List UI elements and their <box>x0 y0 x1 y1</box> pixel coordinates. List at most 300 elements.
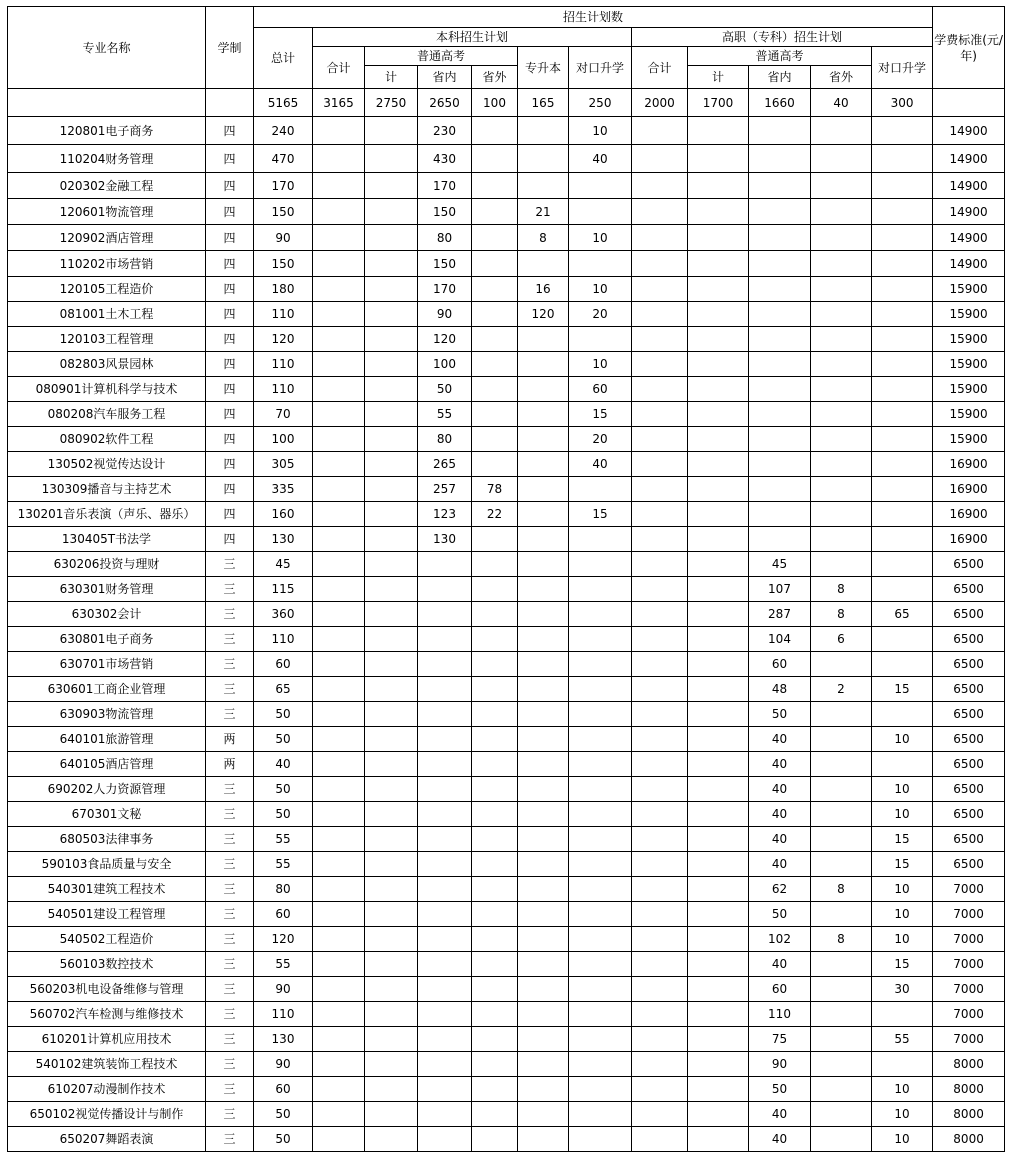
total-cell: 110 <box>254 1002 313 1027</box>
vc-subtotal-cell <box>632 577 688 602</box>
total-cell: 90 <box>254 225 313 251</box>
vc-subtotal-cell <box>632 827 688 852</box>
ug-ji-cell <box>365 1002 418 1027</box>
vc-out-province-cell <box>811 852 872 877</box>
upgrade-cell <box>518 427 569 452</box>
ug-ji-cell <box>365 199 418 225</box>
vc-in-province-cell: 40 <box>749 777 811 802</box>
ug-in-province-cell: 170 <box>418 173 472 199</box>
ug-ji-cell <box>365 952 418 977</box>
ug-ji-cell <box>365 777 418 802</box>
vc-duikou-cell: 10 <box>872 877 933 902</box>
vc-ji-cell <box>688 977 749 1002</box>
vc-subtotal-cell <box>632 727 688 752</box>
vc-ji-cell <box>688 377 749 402</box>
ug-subtotal-cell <box>313 927 365 952</box>
fee-cell: 7000 <box>933 952 1005 977</box>
major-name-cell: 610207动漫制作技术 <box>8 1077 206 1102</box>
upgrade-cell: 21 <box>518 199 569 225</box>
vc-in-province-cell: 60 <box>749 652 811 677</box>
system-cell: 两 <box>206 752 254 777</box>
vc-duikou-cell <box>872 1052 933 1077</box>
upgrade-cell <box>518 145 569 173</box>
vc-in-province-cell: 107 <box>749 577 811 602</box>
fee-cell: 15900 <box>933 352 1005 377</box>
table-row <box>8 702 1005 727</box>
vc-duikou-cell <box>872 652 933 677</box>
vc-duikou-cell: 15 <box>872 952 933 977</box>
system-cell: 四 <box>206 402 254 427</box>
total-cell: 50 <box>254 1102 313 1127</box>
total-cell: 50 <box>254 727 313 752</box>
vc-out-province-cell <box>811 173 872 199</box>
vc-out-province-cell <box>811 502 872 527</box>
total-cell: 130 <box>254 527 313 552</box>
ug-out-province-cell <box>472 727 518 752</box>
vc-in-province-cell: 40 <box>749 852 811 877</box>
vc-ji-cell <box>688 777 749 802</box>
vc-subtotal-cell <box>632 677 688 702</box>
vc-subtotal-cell <box>632 277 688 302</box>
vc-in-province-cell <box>749 477 811 502</box>
upgrade-cell <box>518 1052 569 1077</box>
table-row <box>8 752 1005 777</box>
fee-cell: 6500 <box>933 777 1005 802</box>
ug-ji-cell <box>365 702 418 727</box>
vc-duikou-cell <box>872 173 933 199</box>
vc-out-province-cell <box>811 225 872 251</box>
total-value: 2750 <box>365 89 418 117</box>
ug-duikou-cell: 15 <box>569 502 632 527</box>
ug-ji-cell <box>365 1127 418 1152</box>
system-cell: 三 <box>206 1027 254 1052</box>
ug-subtotal-cell <box>313 145 365 173</box>
upgrade-cell <box>518 877 569 902</box>
system-cell: 四 <box>206 225 254 251</box>
vc-duikou-cell: 15 <box>872 852 933 877</box>
ug-in-province-cell <box>418 552 472 577</box>
vc-duikou-cell: 15 <box>872 677 933 702</box>
vc-out-province-cell <box>811 652 872 677</box>
ug-in-province-cell <box>418 752 472 777</box>
ug-duikou-cell: 20 <box>569 427 632 452</box>
ug-out-province-cell <box>472 877 518 902</box>
vc-duikou-cell <box>872 117 933 145</box>
major-name-cell: 690202人力资源管理 <box>8 777 206 802</box>
table-row <box>8 477 1005 502</box>
major-name-cell: 120902酒店管理 <box>8 225 206 251</box>
vc-ji-cell <box>688 1102 749 1127</box>
ug-ji-cell <box>365 527 418 552</box>
total-cell: 150 <box>254 199 313 225</box>
ug-subtotal-cell <box>313 677 365 702</box>
total-cell: 150 <box>254 251 313 277</box>
vc-subtotal-cell <box>632 777 688 802</box>
vc-duikou-cell: 10 <box>872 927 933 952</box>
ug-subtotal-cell <box>313 302 365 327</box>
ug-subtotal-cell <box>313 777 365 802</box>
table-row <box>8 277 1005 302</box>
vc-in-province-cell: 40 <box>749 952 811 977</box>
ug-in-province-cell: 150 <box>418 199 472 225</box>
ug-duikou-cell: 10 <box>569 225 632 251</box>
vc-ji-cell <box>688 1052 749 1077</box>
ug-out-province-cell <box>472 777 518 802</box>
upgrade-cell <box>518 502 569 527</box>
table-row <box>8 627 1005 652</box>
system-cell: 四 <box>206 173 254 199</box>
vc-in-province-cell: 90 <box>749 1052 811 1077</box>
system-cell: 三 <box>206 577 254 602</box>
ug-ji-cell <box>365 877 418 902</box>
major-name-cell: 590103食品质量与安全 <box>8 852 206 877</box>
ug-duikou-cell <box>569 877 632 902</box>
ug-subtotal-cell <box>313 602 365 627</box>
vc-out-province-cell: 8 <box>811 602 872 627</box>
system-cell: 四 <box>206 527 254 552</box>
fee-cell: 15900 <box>933 377 1005 402</box>
ug-out-province-cell <box>472 302 518 327</box>
ug-in-province-cell <box>418 1002 472 1027</box>
vc-duikou-cell <box>872 327 933 352</box>
major-name-cell: 630801电子商务 <box>8 627 206 652</box>
major-name-cell: 630601工商企业管理 <box>8 677 206 702</box>
ug-ji-cell <box>365 852 418 877</box>
ug-subtotal-cell <box>313 1127 365 1152</box>
vc-subtotal-cell <box>632 352 688 377</box>
ug-in-province-cell <box>418 602 472 627</box>
total-cell: 50 <box>254 1127 313 1152</box>
vc-subtotal-cell <box>632 1002 688 1027</box>
table-row <box>8 302 1005 327</box>
header-total: 总计 <box>254 28 313 89</box>
major-name-cell: 540102建筑装饰工程技术 <box>8 1052 206 1077</box>
system-cell: 三 <box>206 852 254 877</box>
ug-out-province-cell <box>472 277 518 302</box>
table-row <box>8 452 1005 477</box>
vc-ji-cell <box>688 702 749 727</box>
ug-subtotal-cell <box>313 117 365 145</box>
ug-out-province-cell <box>472 1102 518 1127</box>
vc-out-province-cell <box>811 145 872 173</box>
vc-duikou-cell <box>872 427 933 452</box>
header-upgrade: 专升本 <box>518 47 569 89</box>
vc-out-province-cell <box>811 427 872 452</box>
vc-ji-cell <box>688 602 749 627</box>
ug-subtotal-cell <box>313 277 365 302</box>
fee-cell: 16900 <box>933 452 1005 477</box>
ug-in-province-cell: 120 <box>418 327 472 352</box>
vc-ji-cell <box>688 902 749 927</box>
ug-out-province-cell <box>472 752 518 777</box>
fee-cell: 6500 <box>933 802 1005 827</box>
ug-subtotal-cell <box>313 652 365 677</box>
vc-subtotal-cell <box>632 427 688 452</box>
ug-duikou-cell: 40 <box>569 452 632 477</box>
total-cell: 120 <box>254 327 313 352</box>
ug-duikou-cell <box>569 677 632 702</box>
fee-cell: 8000 <box>933 1052 1005 1077</box>
vc-duikou-cell <box>872 251 933 277</box>
fee-cell: 8000 <box>933 1102 1005 1127</box>
system-cell: 三 <box>206 1127 254 1152</box>
ug-subtotal-cell <box>313 327 365 352</box>
ug-subtotal-cell <box>313 577 365 602</box>
vc-ji-cell <box>688 802 749 827</box>
vc-subtotal-cell <box>632 752 688 777</box>
ug-in-province-cell <box>418 702 472 727</box>
vc-duikou-cell <box>872 352 933 377</box>
ug-duikou-cell <box>569 852 632 877</box>
total-value: 1660 <box>749 89 811 117</box>
vc-duikou-cell: 65 <box>872 602 933 627</box>
table-row <box>8 1077 1005 1102</box>
fee-cell: 15900 <box>933 427 1005 452</box>
upgrade-cell <box>518 251 569 277</box>
ug-duikou-cell <box>569 1102 632 1127</box>
ug-out-province-cell <box>472 527 518 552</box>
header-system: 学制 <box>206 7 254 89</box>
total-cell: 65 <box>254 677 313 702</box>
total-cell: 90 <box>254 977 313 1002</box>
ug-duikou-cell: 20 <box>569 302 632 327</box>
vc-duikou-cell <box>872 225 933 251</box>
ug-ji-cell <box>365 652 418 677</box>
ug-subtotal-cell <box>313 827 365 852</box>
vc-out-province-cell <box>811 1052 872 1077</box>
fee-cell: 14900 <box>933 251 1005 277</box>
vc-duikou-cell: 10 <box>872 1077 933 1102</box>
ug-in-province-cell: 230 <box>418 117 472 145</box>
vc-subtotal-cell <box>632 802 688 827</box>
upgrade-cell <box>518 577 569 602</box>
vc-subtotal-cell <box>632 602 688 627</box>
vc-in-province-cell <box>749 251 811 277</box>
fee-cell: 15900 <box>933 402 1005 427</box>
vc-in-province-cell <box>749 327 811 352</box>
total-cell: 50 <box>254 777 313 802</box>
ug-duikou-cell <box>569 552 632 577</box>
upgrade-cell <box>518 402 569 427</box>
major-name-cell: 630903物流管理 <box>8 702 206 727</box>
system-cell: 四 <box>206 145 254 173</box>
vc-out-province-cell: 8 <box>811 877 872 902</box>
ug-duikou-cell <box>569 1127 632 1152</box>
vc-duikou-cell: 10 <box>872 777 933 802</box>
fee-cell: 16900 <box>933 477 1005 502</box>
ug-ji-cell <box>365 477 418 502</box>
vc-in-province-cell <box>749 377 811 402</box>
vc-out-province-cell <box>811 199 872 225</box>
major-name-cell: 680503法律事务 <box>8 827 206 852</box>
vc-subtotal-cell <box>632 952 688 977</box>
vc-in-province-cell: 40 <box>749 727 811 752</box>
table-row <box>8 1027 1005 1052</box>
vc-subtotal-cell <box>632 527 688 552</box>
ug-ji-cell <box>365 402 418 427</box>
total-value: 40 <box>811 89 872 117</box>
ug-ji-cell <box>365 427 418 452</box>
ug-subtotal-cell <box>313 1052 365 1077</box>
total-cell: 170 <box>254 173 313 199</box>
major-name-cell: 650207舞蹈表演 <box>8 1127 206 1152</box>
system-cell: 四 <box>206 452 254 477</box>
table-row <box>8 727 1005 752</box>
vc-in-province-cell <box>749 173 811 199</box>
major-name-cell: 110204财务管理 <box>8 145 206 173</box>
fee-cell: 8000 <box>933 1127 1005 1152</box>
ug-ji-cell <box>365 752 418 777</box>
ug-in-province-cell <box>418 877 472 902</box>
ug-ji-cell <box>365 927 418 952</box>
vc-duikou-cell: 55 <box>872 1027 933 1052</box>
table-row <box>8 225 1005 251</box>
fee-cell: 7000 <box>933 977 1005 1002</box>
vc-ji-cell <box>688 527 749 552</box>
major-name-cell: 120601物流管理 <box>8 199 206 225</box>
vc-out-province-cell <box>811 377 872 402</box>
vc-ji-cell <box>688 199 749 225</box>
fee-cell: 6500 <box>933 677 1005 702</box>
vc-in-province-cell: 287 <box>749 602 811 627</box>
vc-subtotal-cell <box>632 1127 688 1152</box>
table-row <box>8 145 1005 173</box>
table-row <box>8 777 1005 802</box>
totals-row <box>8 89 1005 117</box>
upgrade-cell <box>518 1002 569 1027</box>
ug-duikou-cell <box>569 902 632 927</box>
system-cell: 四 <box>206 377 254 402</box>
vc-out-province-cell <box>811 527 872 552</box>
table-row <box>8 1002 1005 1027</box>
vc-out-province-cell <box>811 727 872 752</box>
upgrade-cell <box>518 1077 569 1102</box>
ug-in-province-cell <box>418 652 472 677</box>
vc-duikou-cell: 10 <box>872 727 933 752</box>
vc-subtotal-cell <box>632 452 688 477</box>
ug-duikou-cell <box>569 251 632 277</box>
vc-out-province-cell: 6 <box>811 627 872 652</box>
total-cell: 115 <box>254 577 313 602</box>
fee-cell: 16900 <box>933 527 1005 552</box>
vc-in-province-cell: 40 <box>749 1102 811 1127</box>
vc-subtotal-cell <box>632 1077 688 1102</box>
ug-in-province-cell <box>418 1127 472 1152</box>
ug-out-province-cell <box>472 402 518 427</box>
fee-cell: 7000 <box>933 1002 1005 1027</box>
vc-duikou-cell <box>872 199 933 225</box>
system-cell: 三 <box>206 777 254 802</box>
total-cell: 50 <box>254 802 313 827</box>
ug-subtotal-cell <box>313 702 365 727</box>
system-cell: 四 <box>206 427 254 452</box>
vc-duikou-cell: 10 <box>872 1127 933 1152</box>
system-cell: 三 <box>206 627 254 652</box>
enrollment-plan-table <box>7 6 1005 1152</box>
major-name-cell: 630301财务管理 <box>8 577 206 602</box>
vc-out-province-cell <box>811 352 872 377</box>
upgrade-cell <box>518 327 569 352</box>
header-fee: 学费标准(元/年) <box>933 7 1005 89</box>
vc-ji-cell <box>688 1027 749 1052</box>
ug-subtotal-cell <box>313 1077 365 1102</box>
ug-out-province-cell <box>472 702 518 727</box>
ug-duikou-cell <box>569 477 632 502</box>
total-cell: 90 <box>254 1052 313 1077</box>
ug-subtotal-cell <box>313 627 365 652</box>
ug-subtotal-cell <box>313 527 365 552</box>
ug-subtotal-cell <box>313 1002 365 1027</box>
total-cell: 110 <box>254 627 313 652</box>
system-cell: 三 <box>206 1077 254 1102</box>
header-undergrad-plan: 本科招生计划 <box>313 28 632 47</box>
upgrade-cell <box>518 977 569 1002</box>
ug-subtotal-cell <box>313 199 365 225</box>
ug-in-province-cell: 430 <box>418 145 472 173</box>
ug-in-province-cell: 50 <box>418 377 472 402</box>
total-value: 5165 <box>254 89 313 117</box>
ug-duikou-cell <box>569 602 632 627</box>
ug-out-province-cell <box>472 602 518 627</box>
table-row <box>8 1127 1005 1152</box>
vc-duikou-cell <box>872 552 933 577</box>
table-row <box>8 251 1005 277</box>
ug-out-province-cell <box>472 1077 518 1102</box>
ug-in-province-cell: 90 <box>418 302 472 327</box>
upgrade-cell <box>518 652 569 677</box>
header-major-name: 专业名称 <box>8 7 206 89</box>
vc-duikou-cell <box>872 527 933 552</box>
vc-in-province-cell <box>749 427 811 452</box>
ug-out-province-cell <box>472 652 518 677</box>
vc-ji-cell <box>688 752 749 777</box>
ug-duikou-cell <box>569 927 632 952</box>
ug-duikou-cell <box>569 702 632 727</box>
fee-cell: 15900 <box>933 302 1005 327</box>
vc-out-province-cell <box>811 1102 872 1127</box>
vc-ji-cell <box>688 327 749 352</box>
table-row <box>8 977 1005 1002</box>
vc-ji-cell <box>688 117 749 145</box>
vc-ji-cell <box>688 677 749 702</box>
vc-ji-cell <box>688 452 749 477</box>
fee-cell: 14900 <box>933 199 1005 225</box>
ug-duikou-cell <box>569 652 632 677</box>
major-name-cell: 020302金融工程 <box>8 173 206 199</box>
vc-out-province-cell <box>811 302 872 327</box>
upgrade-cell <box>518 477 569 502</box>
ug-duikou-cell <box>569 977 632 1002</box>
ug-out-province-cell <box>472 1127 518 1152</box>
ug-duikou-cell <box>569 199 632 225</box>
major-name-cell: 630206投资与理财 <box>8 552 206 577</box>
fee-cell: 6500 <box>933 852 1005 877</box>
header-ug-ji: 计 <box>365 66 418 89</box>
fee-cell: 6500 <box>933 702 1005 727</box>
vc-subtotal-cell <box>632 117 688 145</box>
ug-out-province-cell <box>472 1002 518 1027</box>
vc-in-province-cell <box>749 502 811 527</box>
system-cell: 三 <box>206 902 254 927</box>
ug-in-province-cell: 80 <box>418 427 472 452</box>
vc-ji-cell <box>688 277 749 302</box>
ug-in-province-cell: 55 <box>418 402 472 427</box>
total-cell: 360 <box>254 602 313 627</box>
system-cell: 三 <box>206 1052 254 1077</box>
vc-ji-cell <box>688 927 749 952</box>
upgrade-cell: 16 <box>518 277 569 302</box>
vc-duikou-cell <box>872 1002 933 1027</box>
